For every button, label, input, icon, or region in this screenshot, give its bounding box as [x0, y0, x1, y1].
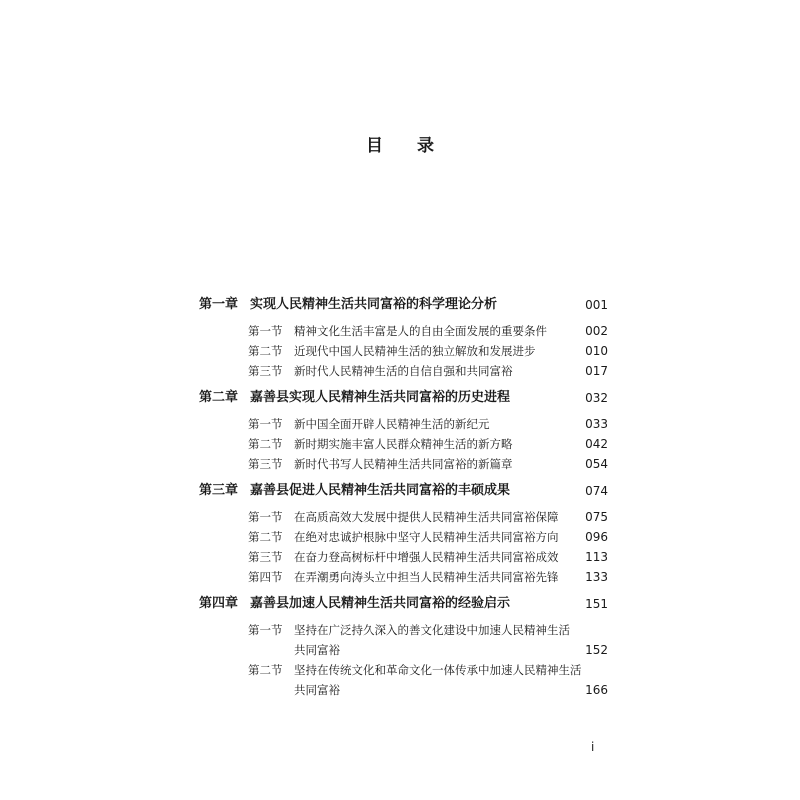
section-number: 第一节 — [248, 510, 283, 524]
section-title-continued: 共同富裕 — [294, 643, 340, 657]
section-page: 166 — [585, 683, 608, 697]
section-title: 近现代中国人民精神生活的独立解放和发展进步 — [294, 344, 536, 358]
section-title: 精神文化生活丰富是人的自由全面发展的重要条件 — [294, 324, 547, 338]
section-2-2[interactable] — [199, 434, 608, 454]
section-title: 在奋力登高树标杆中增强人民精神生活共同富裕成效 — [294, 550, 559, 564]
section-2-3[interactable] — [199, 454, 608, 474]
section-page: 042 — [585, 437, 608, 451]
section-number: 第一节 — [248, 623, 283, 637]
section-number: 第二节 — [248, 663, 283, 677]
chapter-3[interactable] — [199, 480, 608, 502]
section-page: 096 — [585, 530, 608, 544]
section-title: 新时代书写人民精神生活共同富裕的新篇章 — [294, 457, 513, 471]
section-1-3[interactable] — [199, 361, 608, 381]
section-3-3[interactable] — [199, 547, 608, 567]
section-4-1[interactable] — [199, 620, 608, 660]
section-number: 第三节 — [248, 550, 283, 564]
chapter-2[interactable] — [199, 387, 608, 409]
section-4-2[interactable] — [199, 660, 608, 700]
section-3-2[interactable] — [199, 527, 608, 547]
section-number: 第一节 — [248, 417, 283, 431]
chapter-4[interactable] — [199, 593, 608, 615]
chapter-title: 嘉善县实现人民精神生活共同富裕的历史进程 — [250, 390, 511, 405]
section-number: 第二节 — [248, 530, 283, 544]
section-title: 在高质高效大发展中提供人民精神生活共同富裕保障 — [294, 510, 559, 524]
section-title: 坚持在广泛持久深入的善文化建设中加速人民精神生活 — [294, 623, 570, 637]
chapter-title: 实现人民精神生活共同富裕的科学理论分析 — [250, 297, 498, 312]
section-number: 第二节 — [248, 344, 283, 358]
toc-page-title: 目 录 — [366, 136, 448, 156]
section-1-2[interactable] — [199, 341, 608, 361]
chapter-page: 151 — [585, 597, 608, 611]
section-3-1[interactable] — [199, 507, 608, 527]
section-page: 113 — [585, 550, 608, 564]
section-title: 新中国全面开辟人民精神生活的新纪元 — [294, 417, 490, 431]
section-title: 新时代人民精神生活的自信自强和共同富裕 — [294, 364, 513, 378]
table-of-contents — [199, 294, 608, 700]
section-1-1[interactable] — [199, 321, 608, 341]
section-title: 坚持在传统文化和革命文化一体传承中加速人民精神生活 — [294, 663, 582, 677]
section-page: 054 — [585, 457, 608, 471]
chapter-number: 第三章 — [199, 483, 239, 498]
chapter-page: 001 — [585, 298, 608, 312]
section-number: 第二节 — [248, 437, 283, 451]
section-page: 133 — [585, 570, 608, 584]
section-page: 010 — [585, 344, 608, 358]
section-page: 075 — [585, 510, 608, 524]
chapter-1[interactable] — [199, 294, 608, 316]
section-page: 152 — [585, 643, 608, 657]
section-number: 第一节 — [248, 324, 283, 338]
section-page: 033 — [585, 417, 608, 431]
chapter-title: 嘉善县促进人民精神生活共同富裕的丰硕成果 — [250, 483, 511, 498]
section-number: 第三节 — [248, 364, 283, 378]
section-2-1[interactable] — [199, 414, 608, 434]
section-title: 在弄潮勇向涛头立中担当人民精神生活共同富裕先锋 — [294, 570, 559, 584]
section-title: 在绝对忠诚护根脉中坚守人民精神生活共同富裕方向 — [294, 530, 559, 544]
section-title: 新时期实施丰富人民群众精神生活的新方略 — [294, 437, 513, 451]
page-folio: i — [591, 740, 595, 754]
section-page: 002 — [585, 324, 608, 338]
section-page: 017 — [585, 364, 608, 378]
chapter-number: 第二章 — [199, 390, 239, 405]
section-title-continued: 共同富裕 — [294, 683, 340, 697]
section-number: 第四节 — [248, 570, 283, 584]
chapter-title: 嘉善县加速人民精神生活共同富裕的经验启示 — [250, 596, 511, 611]
chapter-number: 第四章 — [199, 596, 239, 611]
chapter-page: 074 — [585, 484, 608, 498]
section-3-4[interactable] — [199, 567, 608, 587]
chapter-page: 032 — [585, 391, 608, 405]
section-number: 第三节 — [248, 457, 283, 471]
chapter-number: 第一章 — [199, 297, 239, 312]
